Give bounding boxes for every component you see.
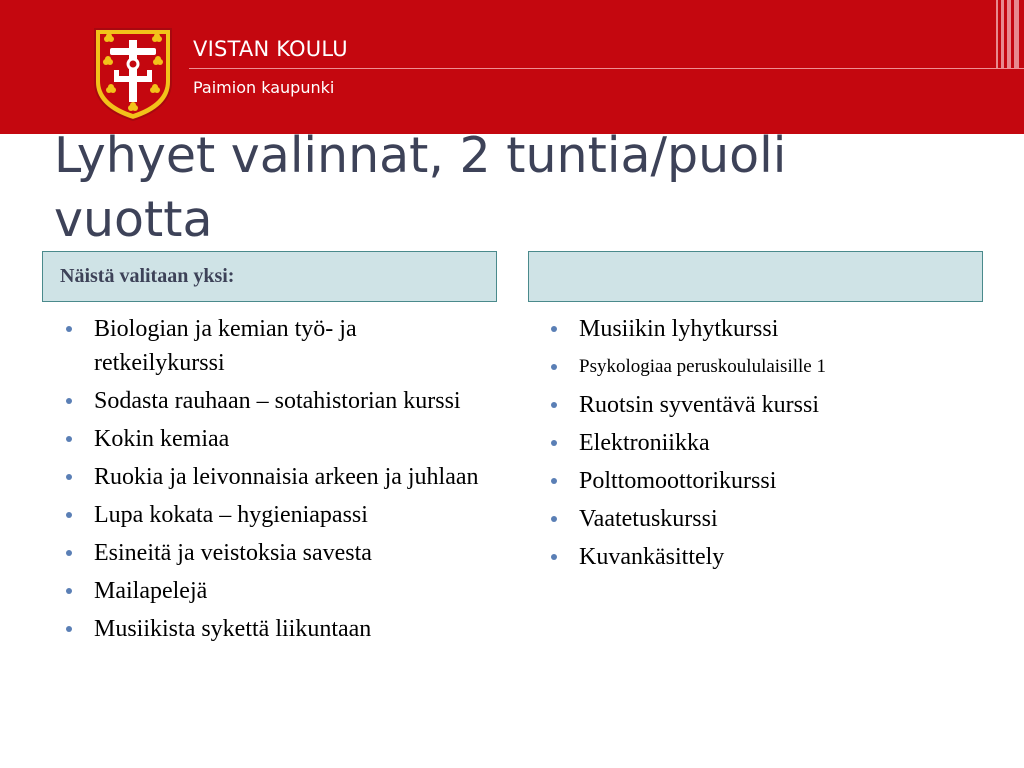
list-item: Polttomoottorikurssi: [551, 464, 991, 498]
list-item: Musiikin lyhytkurssi: [551, 312, 991, 346]
list-item: Lupa kokata – hygieniapassi: [66, 498, 486, 532]
list-item: Biologian ja kemian työ- ja retkeilykurssi: [66, 312, 486, 380]
slide-title: Lyhyet valinnat, 2 tuntia/puoli vuotta: [54, 127, 787, 248]
school-name: VISTAN KOULU: [193, 37, 348, 61]
list-item: Esineitä ja veistoksia savesta: [66, 536, 486, 570]
decorative-stripes: [994, 0, 1024, 68]
list-item: Kuvankäsittely: [551, 540, 991, 574]
list-item: Mailapelejä: [66, 574, 486, 608]
list-item: Kokin kemiaa: [66, 422, 486, 456]
bullet-icon: [551, 402, 557, 408]
bullet-icon: [551, 554, 557, 560]
list-item: Vaatetuskurssi: [551, 502, 991, 536]
left-column-heading: Näistä valitaan yksi:: [60, 265, 235, 287]
list-item: Ruotsin syventävä kurssi: [551, 388, 991, 422]
right-course-list: [551, 312, 991, 578]
bullet-icon: [66, 626, 72, 632]
bullet-icon: [66, 436, 72, 442]
coat-of-arms-icon: [92, 26, 174, 122]
bullet-icon: [551, 326, 557, 332]
bullet-icon: [66, 398, 72, 404]
bullet-icon: [551, 478, 557, 484]
bullet-icon: [66, 326, 72, 332]
bullet-icon: [66, 512, 72, 518]
bullet-icon: [66, 474, 72, 480]
list-item: Musiikista sykettä liikuntaan: [66, 612, 486, 646]
header-band: [0, 0, 1024, 134]
list-item: Sodasta rauhaan – sotahistorian kurssi: [66, 384, 486, 418]
left-column-header: [42, 251, 497, 302]
list-item: Ruokia ja leivonnaisia arkeen ja juhlaan: [66, 460, 486, 494]
bullet-icon: [551, 440, 557, 446]
bullet-icon: [551, 516, 557, 522]
list-item: Psykologiaa peruskoululaisille 1: [551, 350, 991, 384]
left-course-list: [66, 312, 486, 650]
bullet-icon: [66, 588, 72, 594]
bullet-icon: [66, 550, 72, 556]
header-divider: [189, 68, 1024, 69]
bullet-icon: [551, 364, 557, 370]
list-item: Elektroniikka: [551, 426, 991, 460]
city-name: Paimion kaupunki: [193, 78, 335, 97]
right-column-header: [528, 251, 983, 302]
